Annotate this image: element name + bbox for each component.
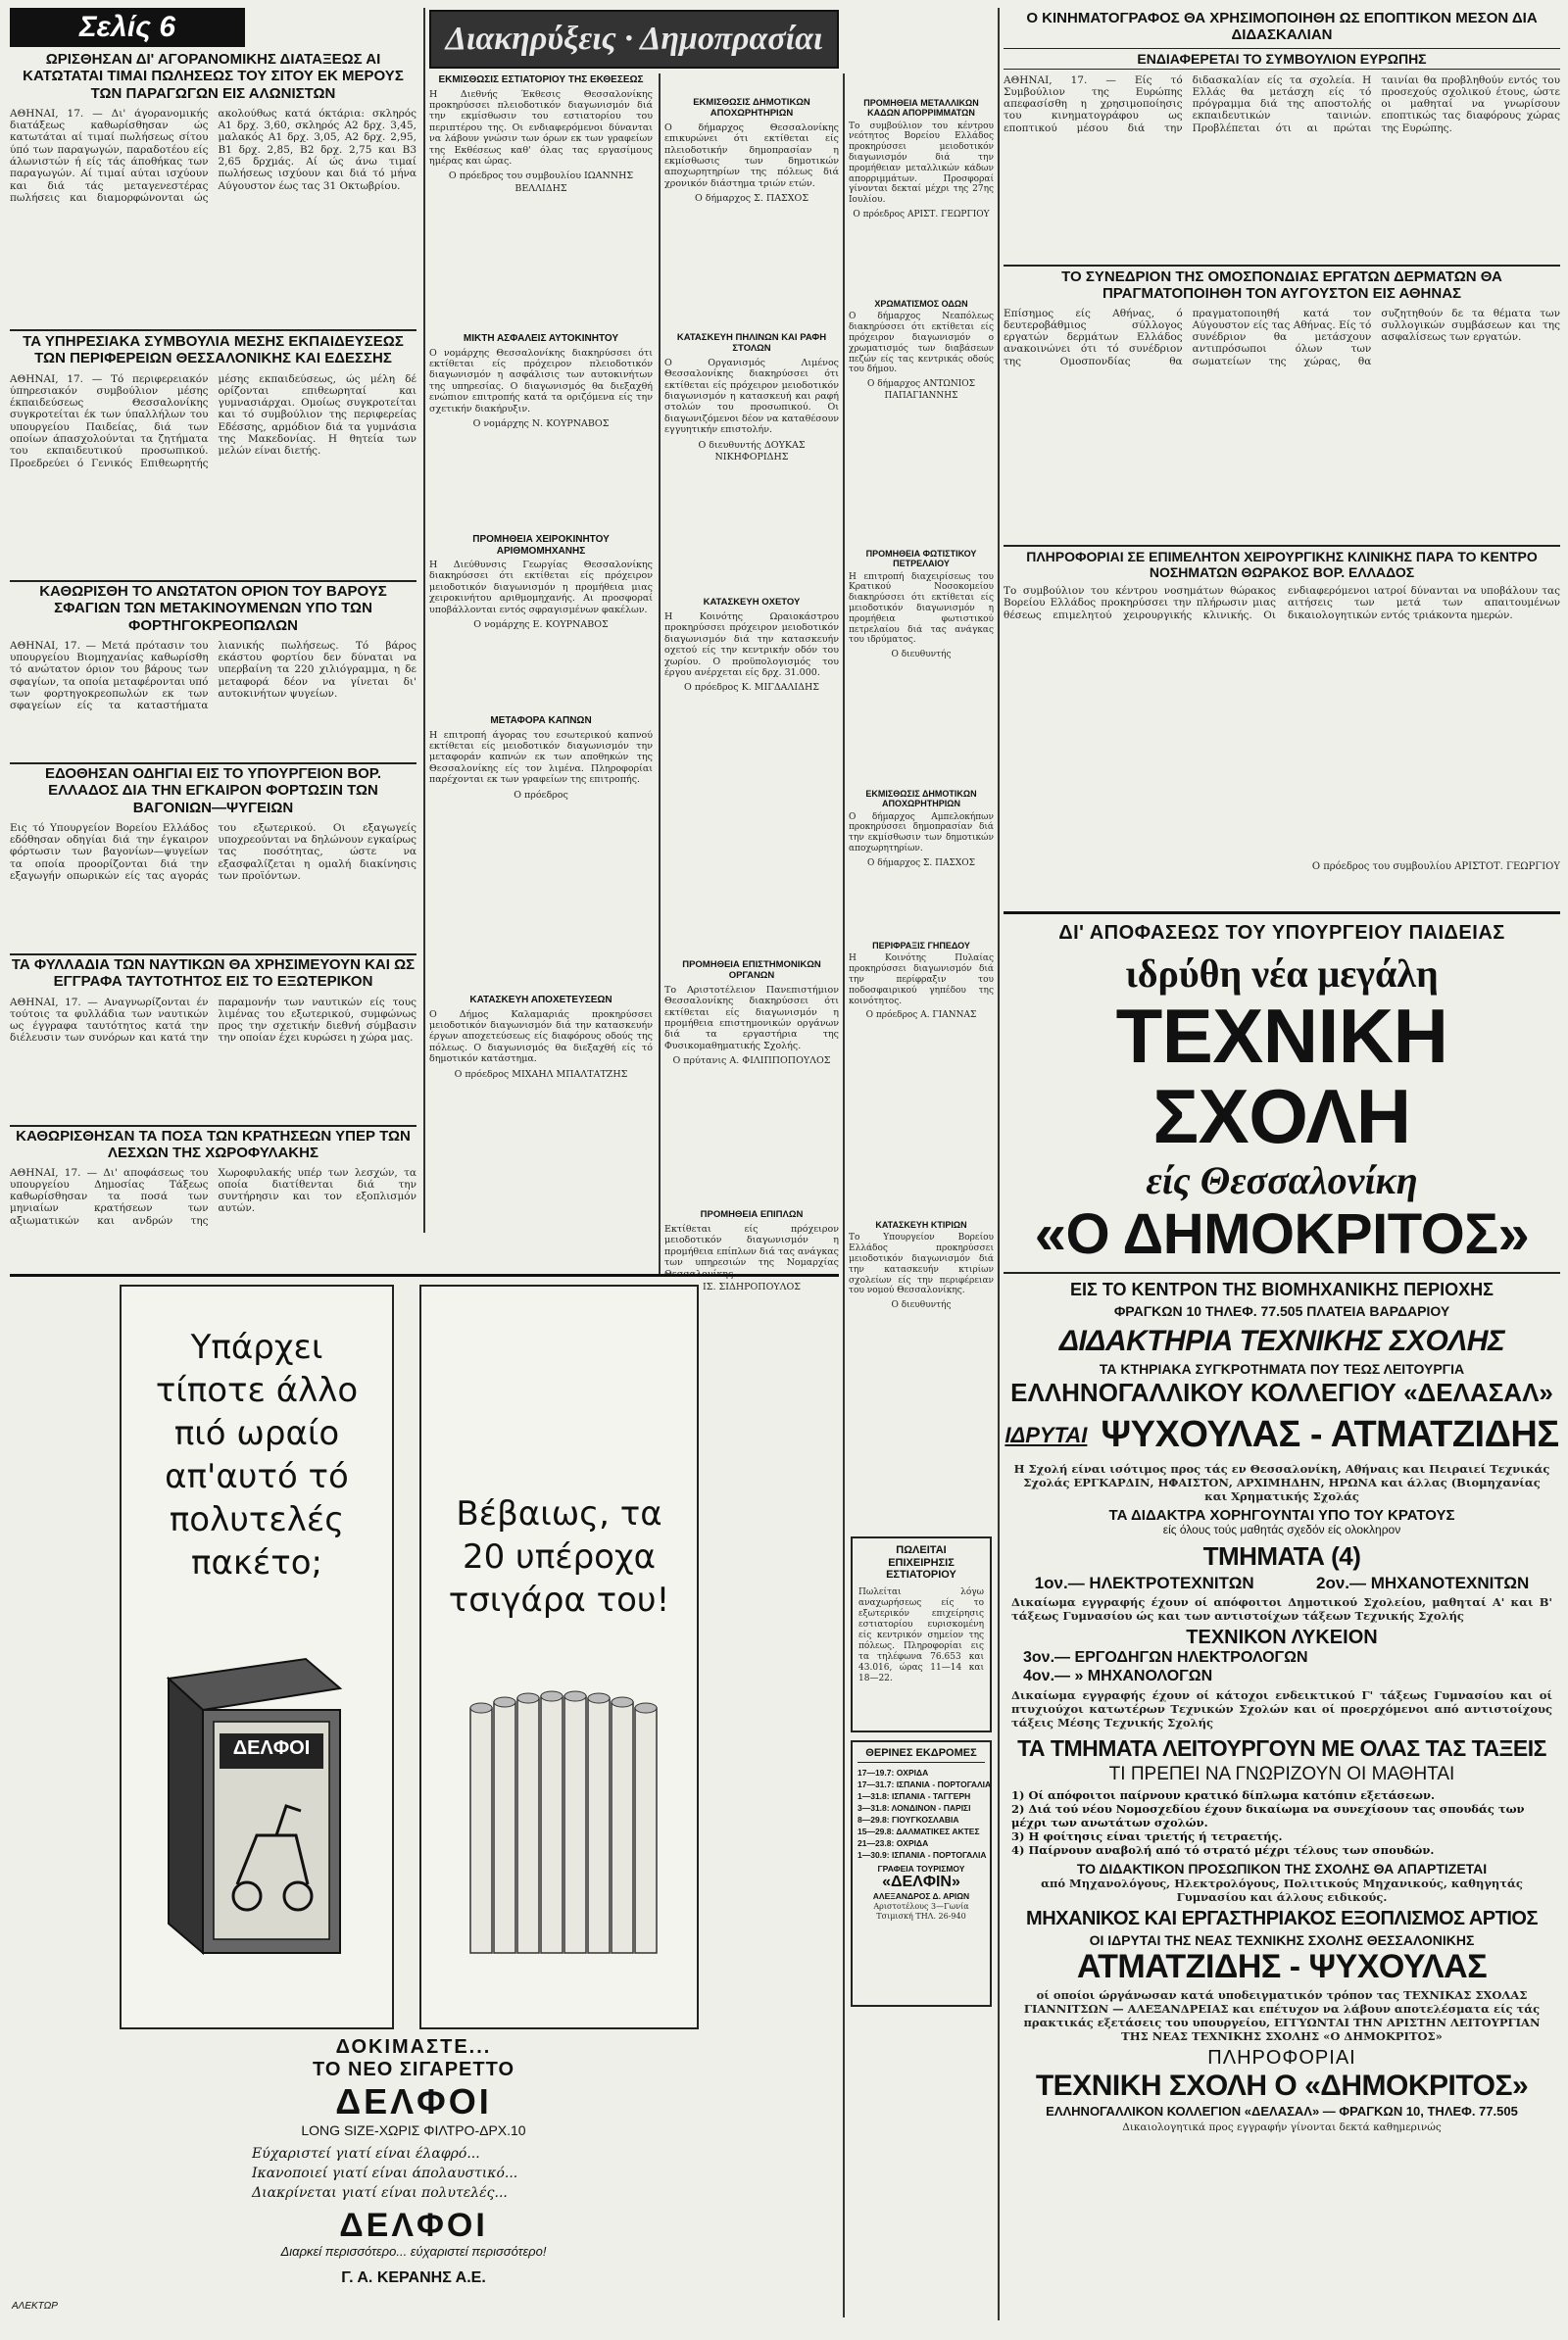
headline: Ο ΚΙΝΗΜΑΤΟΓΡΑΦΟΣ ΘΑ ΧΡΗΣΙΜΟΠΟΙΗΘΗ ΩΣ ΕΠΟΠΤΙΚΟΝ ΜΕΣΟΝ ΔΙΑ ΔΙΔΑΣΚΑΛΙΑΝ [1026,10,1538,44]
know-item: 2) Διά τού νέου Νομοσχεδίου έχουν δικαίωμα να συνεχίσουν τας σπουδάς των μέχρι των ανωτάτων σχολών. [1011,1802,1525,1830]
headline: ΜΙΚΤΗ ΑΣΦΑΛΕΙΣ ΑΥΤΟΚΙΝΗΤΟΥ [463,333,619,344]
article-body: ΑΘΗΝΑΙ, 17. — Δι' άγορανομικής διατάξεως καθωρίσθησαν ώς κατωτάται αί τιμαί πωλήσεως σίτου ύπό των παραγωγών, παραδοτέου είς άλωνιστών ή είς τάς άποθήκας των παραγωγών. Αί τιμαί αύται ισχύουν και διά τάς μεταγενεστέρας πωλήσεις και διαμορφώνονται ώς ακολούθως κατά όκτάρια: σκληρός Α1 δρχ. 3,60, σκληρός Α2 δρχ. 3,45, μαλακός Α1 δρχ. 3,05, Α2 δρχ. 2,95, Β1 δρχ. 2,85, Β2 δρχ. 2,75 και Β3 2,65 δρχμάς. Αί ώς άνω τιμαί πωλήσεως ισχύουν και διά τό μήνα Αύγουστον έως τας 31 Οκτωβρίου. [10,107,416,204]
divider [1004,545,1560,547]
notice-road-painting [849,299,994,544]
info-name: ΤΕΧΝΙΚΗ ΣΧΟΛΗ Ο «ΔΗΜΟΚΡΙΤΟΣ» [1035,2070,1529,2103]
know-list [1011,1788,1552,1857]
headline: ΤΟ ΣΥΝΕΔΡΙΟΝ ΤΗΣ ΟΜΟΣΠΟΝΔΙΑΣ ΕΡΓΑΤΩΝ ΔΕΡΜΑΤΩΝ ΘΑ ΠΡΑΓΜΑΤΟΠΟΙΗΘΗ ΤΟΝ ΑΥΓΟΥΣΤΟΝ ΕΙΣ ΑΘΗΝΑΣ [1061,268,1502,303]
pack-brand: ΔΕΛΦΟΙ [232,1737,311,1759]
article-sailor-booklets [10,956,416,1123]
notice-body: Ο δήμαρχος Νεαπόλεως διακηρύσσει ότι εκτίθεται είς πρόχειρον διαγωνισμόν ο χρωματισμός των διαβάσεων πεζών είς τας κεντρικάς οδούς του δήμου. [849,312,994,375]
notice-signature: Ο πρόεδρος του συμβουλίου ΙΩΑΝΝΗΣ ΒΕΛΛΙΔΗΣ [448,171,634,194]
article-body: ΑΘΗΝΑΙ, 17. — Αναγνωρίζονται έν τούτοις τα φυλλάδια των ναυτικών ως έγγραφα ταυτότητος κατά την διέλευσιν των συνόρων και κατά την παραμονήν των ναυτικών είς τους λιμένας του εξωτερικού, συμφώνως προς την σχετικήν διεθνή σύμβασιν την οποίαν έχει κυρώσει η χώρα μας. [10,996,416,1045]
notice-signature: ΙΣ. ΣΙΔΗΡΟΠΟΥΛΟΣ [702,1281,801,1292]
school-ad-name: «Ο ΔΗΜΟΚΡΙΤΟΣ» [1034,1201,1530,1266]
bundle-illustration [451,1679,676,1973]
column-rule [998,8,1000,2320]
ad-title: ΠΩΛΕΙΤΑΙ [896,1544,947,1556]
know-item: 1) Οί απόφοιτοι παίρνουν κρατικό δίπλωμα κατόπιν εξετάσεων. [1011,1788,1435,1803]
lyceum-title: ΤΕΧΝΙΚΟΝ ΛΥΚΕΙΟΝ [1186,1627,1378,1649]
headline: ΕΔΟΘΗΣΑΝ ΟΔΗΓΙΑΙ ΕΙΣ ΤΟ ΥΠΟΥΡΓΕΙΟΝ ΒΟΡ. ΕΛΛΑΔΟΣ ΔΙΑ ΤΗΝ ΕΓΚΑΙΡΟΝ ΦΟΡΤΩΣΙΝ ΤΩΝ ΒΑΓΟΝΙΩΝ—ΨΥΓΕΙΩΝ [44,765,382,816]
cig-bullet: Διακρίνεται γιατί είναι πολυτελές... [252,2185,508,2202]
cigarettes-bundle-icon [451,1679,676,1973]
article-surgical-clinic [1004,549,1560,902]
headline: ΧΡΩΜΑΤΙΣΜΟΣ ΟΔΩΝ [874,299,968,309]
notice-calculator [429,534,653,710]
section-2: 2ον.— ΜΗΧΑΝΟΤΕΧΝΙΤΩΝ [1315,1573,1530,1592]
school-ad-college: ΕΛΛΗΝΟΓΑΛΛΙΚΟΥ ΚΟΛΛΕΓΙΟΥ «ΔΕΛΑΣΑΛ» [1010,1377,1553,1407]
notice-tobacco-transport [429,715,653,990]
pack-illustration [149,1639,355,1963]
travel-address: Αριστοτέλους 3—Γωνία Τσιμισκή ΤΗΛ. 26-940 [873,1901,969,1921]
notice-furniture [664,1209,839,1292]
notice-field-fencing [849,941,994,1215]
school-ad-fees: ΤΑ ΔΙΔΑΚΤΡΑ ΧΟΡΗΓΟΥΝΤΑΙ ΥΠΟ ΤΟΥ ΚΡΑΤΟΥΣ [1108,1506,1455,1524]
notice-signature: Ο διευθυντής [891,1300,952,1311]
notice-signature: Ο πρόεδρος Α. ΓΙΑΝΝΑΣ [865,1010,977,1021]
founders-label: ΙΔΡΥΤΑΙ [1004,1422,1088,1447]
school-ad-desc: Η Σχολή είναι ισότιμος προς τάς εν Θεσσαλονίκη, Αθήναις και Πειραιεί Τεχνικάς Σχολάς ΕΡΓΚΑΡΔΙΝ, ΗΦΑΙΣΤΟΝ, ΑΡΧΙΜΗΔΗΝ, ΗΡΩΝΑ και άλλας (Βιομηχανίας και Χρηματικής Σχολάς [1013,1461,1550,1503]
divider [1004,1272,1560,1274]
cig-ad-left-panel [120,1285,394,2029]
excursion-item: 17—19.7: ΟΧΡΙΔΑ [858,1767,929,1778]
headline: ΚΑΤΑΣΚΕΥΗ ΠΗΛΙΝΩΝ ΚΑΙ ΡΑΦΗ ΣΤΟΛΩΝ [676,332,827,354]
notice-signature: Ο διευθυντής [891,650,952,660]
ad-title: ΘΕΡΙΝΕΣ ΕΚΔΡΟΜΕΣ [858,1747,985,1763]
notice-buildings [849,1220,994,1480]
article-refrigerated-wagons [10,765,416,951]
info-address: ΕΛΛΗΝΟΓΑΛΛΙΚΟΝ ΚΟΛΛΕΓΙΟΝ «ΔΕΛΑΣΑΛ» — ΦΡΑΓΚΩΝ 10, ΤΗΛΕΦ. 77.505 [1046,2104,1518,2120]
cig-bullet: Εύχαριστεί γιατί είναι έλαφρό... [252,2146,480,2163]
ad-body: Πωλείται λόγω αναχωρήσεως είς το εξωτερικόν επιχείρησις εστιατορίου ευρισκομένη είς κεντρικόν σημείον της πόλεως. Πληροφορίαι εις τα τηλέφωνα 76.653 και 43.016, ώρας 11—14 και 18—22. [858,1586,984,1683]
section-1: 1ον.— ΗΛΕΚΤΡΟΤΕΧΝΙΤΩΝ [1034,1573,1254,1592]
article-grain-prices [10,51,416,355]
travel-brand: «ΔΕΛΦΙΝ» [882,1874,960,1891]
founders2-label: ΟΙ ΙΔΡΥΤΑΙ ΤΗΣ ΝΕΑΣ ΤΕΧΝΙΚΗΣ ΣΧΟΛΗΣ ΘΕΣΣΑΛΟΝΙΚΗΣ [1089,1932,1475,1949]
cig-try: ΔΟΚΙΜΑΣΤΕ... [335,2036,492,2058]
article-body: Επίσημος είς Αθήνας, ό δευτεροβάθμιος σύλλογος εργατών δερμάτων Ελλάδος ανακοινώνει ότι τό συνέδριον της Ομοσπονδίας θα πραγματοποιηθή κατά τον Αύγουστον είς τας Αθήνας. Είς τό συνέδριον θα μετάσχουν αντιπρόσωποι όλων των σωματείων της χώρας, θα συζητηθούν δε τα θέματα των συλλογικών συμβάσεων και της ασφαλίσεως των εργατών. [1004,307,1560,367]
article-cinema-education [1004,10,1560,263]
info-label: ΠΛΗΡΟΦΟΡΙΑΙ [1207,2047,1356,2070]
headline: ΚΑΘΩΡΙΣΘΗΣΑΝ ΤΑ ΠΟΣΑ ΤΩΝ ΚΡΑΤΗΣΕΩΝ ΥΠΕΡ ΤΩΝ ΛΕΣΧΩΝ ΤΗΣ ΧΩΡΟΦΥΛΑΚΗΣ [16,1128,411,1162]
announcements-banner [429,10,839,69]
divider [10,762,416,764]
cig-bullets [252,2144,575,2203]
cig-spec: LONG SIZE-ΧΩΡΙΣ ΦΙΛΤΡΟ-ΔΡΧ.10 [301,2122,526,2138]
notice-expo-restaurant [429,74,653,329]
notice-body: Ο δήμαρχος Θεσσαλονίκης επικυρώνει ότι εκτίθεται είς πλειοδοτικήν δημοπρασίαν η εκμίσθωσις των δημοτικών αποχωρητηρίων της πόλεως διά χρονικόν διάστημα τριών ετών. [664,122,839,189]
notice-body: Εκτίθεται είς πρόχειρον μειοδοτικόν διαγωνισμόν η προμήθεια επίπλων διά τας ανάγκας των υπηρεσιών της Νομαρχίας Θεσσαλονίκης. [664,1223,839,1280]
excursion-list [858,1767,992,1861]
travel-owner: ΑΛΕΞΑΝΔΡΟΣ Δ. ΑΡΙΩΝ [872,1890,970,1901]
cig-ad-right-panel [419,1285,699,2029]
section-3: 3ον.— ΕΡΓΟΔΗΓΩΝ ΗΛΕΚΤΡΟΛΟΓΩΝ [1023,1649,1308,1667]
column-rule [843,73,845,2317]
ad-summer-excursions [851,1740,992,2007]
cig-ad-left-text: Υπάρχει τίποτε άλλο πιό ωραίο απ'αυτό τό πολυτελές πακέτο; [155,1328,359,1583]
headline: ΠΡΟΜΗΘΕΙΑ ΧΕΙΡΟΚΙΝΗΤΟΥ ΑΡΙΘΜΟΜΗΧΑΝΗΣ [472,534,610,557]
page-number-text: Σελίς 6 [78,11,176,43]
divider [10,953,416,955]
divider [10,1125,416,1127]
notice-body: Το Αριστοτέλειον Πανεπιστήμιον Θεσσαλονίκης διακηρύσσει ότι εκτίθεται είς διαγωνισμόν η προμήθεια επιστημονικών οργάνων διά τα εργαστήρια της Φυσικομαθηματικής Σχολής. [664,984,839,1051]
notice-car-insurance [429,333,653,529]
notice-culvert [664,598,839,951]
notice-signature: Ο πρόεδρος Κ. ΜΙΓΔΑΛΙΔΗΣ [683,682,820,694]
school-ad-address: ΦΡΑΓΚΩΝ 10 ΤΗΛΕΦ. 77.505 ΠΛΑΤΕΙΑ ΒΑΡΔΑΡΙΟΥ [1113,1303,1450,1320]
school-ad-line1: ΔΙ' ΑΠΟΦΑΣΕΩΣ ΤΟΥ ΥΠΟΥΡΓΕΙΟΥ ΠΑΙΔΕΙΑΣ [1058,922,1505,944]
banner-text: Διακηρύξεις · Δημοπρασίαι [445,21,823,57]
ad-title: ΕΣΤΙΑΤΟΡΙΟΥ [886,1569,956,1582]
footer-signature: ΑΛΕΚΤΩΡ [12,2301,58,2312]
article-body: Εις τό Υπουργείον Βορείου Ελλάδος εδόθησαν οδηγίαι διά την έγκαιρον φόρτωσιν των βαγονίων—ψυγείων τα οποία προορίζονται διά την εξαγωγήν οπωρικών είς τας αγοράς του εξωτερικού. Οι εξαγωγείς υποχρεούνται να δηλώνουν εγκαίρως τας ποσότητας, ώστε να εξασφαλίζεται η ομαλή διακίνησις των προϊόντων. [10,821,416,882]
school-ad-buildings: ΔΙΔΑΚΤΗΡΙΑ ΤΕΧΝΙΚΗΣ ΣΧΟΛΗΣ [1058,1325,1505,1358]
headline: ΤΑ ΦΥΛΛΑΔΙΑ ΤΩΝ ΝΑΥΤΙΚΩΝ ΘΑ ΧΡΗΣΙΜΕΥΟΥΝ ΚΑΙ ΩΣ ΕΓΓΡΑΦΑ ΤΑΥΤΟΤΗΤΟΣ ΕΙΣ ΤΟ ΕΞΩΤΕΡΙΚΟΝ [11,956,416,991]
headline: ΕΚΜΙΣΘΩΣΙΣ ΔΗΜΟΤΙΚΩΝ ΑΠΟΧΩΡΗΤΗΡΙΩΝ [693,97,810,119]
staff-title: ΤΟ ΔΙΔΑΚΤΙΚΟΝ ΠΡΟΣΩΠΙΚΟΝ ΤΗΣ ΣΧΟΛΗΣ ΘΑ ΑΠΑΡΤΙΖΕΤΑΙ [1076,1861,1488,1877]
notice-signature: Ο δήμαρχος Σ. ΠΑΣΧΟΣ [694,193,809,205]
article-body: ΑΘΗΝΑΙ, 17. — Είς τό Συμβούλιον της Ευρώπης απεφασίσθη η χρησιμοποίησις του κινηματογράφου ως εποπτικού μέσου διά την διδασκαλίαν είς τα σχολεία. Η Ελλάς θα μετάσχη είς τό πρόγραμμα διά της αποστολής εκπαιδευτικών ταινιών. Προβλέπεται ότι αι πρώται ταινίαι θα προβληθούν εντός του προσεχούς σχολικού έτους, ώστε οι μαθηταί να γνωρίσουν εποπτικώς τας διαφόρους χώρας της Ευρώπης. [1004,73,1560,134]
section-4: 4ον.— » ΜΗΧΑΝΟΛΟΓΩΝ [1023,1667,1213,1684]
know-item: 4) Παίρνουν αναβολή από τό στρατό μέχρι τέλους των σπουδών. [1011,1843,1435,1858]
know-title: ΤΙ ΠΡΕΠΕΙ ΝΑ ΓΝΩΡΙΖΟΥΝ ΟΙ ΜΑΘΗΤΑΙ [1108,1764,1455,1785]
article-signature: Ο πρόεδρος του συμβουλίου ΑΡΙΣΤΟΤ. ΓΕΩΡΓΙΟΥ [1311,861,1560,873]
school-ad-buildings-note: ΤΑ ΚΤΗΡΙΑΚΑ ΣΥΓΚΡΟΤΗΜΑΤΑ ΠΟΥ ΤΕΩΣ ΛΕΙΤΟΥΡΓΙΑ [1099,1360,1465,1377]
divider [10,329,416,331]
headline: ΤΑ ΥΠΗΡΕΣΙΑΚΑ ΣΥΜΒΟΥΛΙΑ ΜΕΣΗΣ ΕΚΠΑΙΔΕΥΣΕΩΣ ΤΩΝ ΠΕΡΙΦΕΡΕΙΩΝ ΘΕΣΣΑΛΟΝΙΚΗΣ ΚΑΙ ΕΔΕΣΣΗΣ [23,333,404,367]
excursion-item: 15—29.8: ΔΑΛΜΑΤΙΚΕΣ ΑΚΤΕΣ [858,1826,980,1836]
headline: ΠΡΟΜΗΘΕΙΑ ΦΩΤΙΣΤΙΚΟΥ ΠΕΤΡΕΛΑΙΟΥ [865,549,977,569]
excursion-item: 1—31.8: ΙΣΠΑΝΙΑ - ΤΑΓΓΕΡΗ [858,1790,971,1801]
notice-signature: Ο πρύτανις Α. ΦΙΛΙΠΠΟΠΟΥΛΟΣ [672,1055,831,1067]
excursion-item: 1—30.9: ΙΣΠΑΝΙΑ - ΠΟΡΤΟΓΑΛΙΑ [858,1849,987,1860]
notice-signature: Ο νομάρχης Ν. ΚΟΥΡΝΑΒΟΣ [472,417,610,429]
article-body: Το συμβούλιον του κέντρου νοσημάτων θώρακος Βορείου Ελλάδος προκηρύσσει την πλήρωσιν μιας θέσεως επιμελητού χειρουργικής κλινικής. Οι ενδιαφερόμενοι ιατροί δύνανται να υποβάλουν τας αιτήσεις των μετά των απαιτουμένων δικαιολογητικών εντός τριάκοντα ημερών. [1004,585,1560,621]
school-ad-fees-note: είς όλους τούς μαθητάς σχεδόν είς ολοκληρον [1162,1523,1401,1537]
cig-brand-2: ΔΕΛΦΟΙ [339,2207,488,2245]
article-body: ΑΘΗΝΑΙ, 17. — Τό περιφερειακόν ύπηρεσιακόν συμβούλιον μέσης έκπαιδεύσεως Θεσσαλονίκης συγκροτείται έκ των ύπαλλήλων του υπουργείου Παιδείας, διά των οποίων άπασχολούνται τα ζητήματα του εκπαιδευτικού προσωπικού. Προεδρεύει ό Γενικός Επιθεωρητής μέσης εκπαιδεύσεως, ώς μέλη δέ ορίζονται επιθεωρηταί και γυμνασιάρχαι. Ομοίως συγκροτείται και τό συμβούλιον της περιφερείας Εδέσσης, αρμόδιον διά τα γυμνάσια της Μακεδονίας. Η θητεία των μελών είναι διετής. [10,372,416,469]
article-body: ΑΘΗΝΑΙ, 17. — Δι' αποφάσεως του υπουργείου Δημοσίας Τάξεως καθωρίσθησαν τα ποσά των μηνιαίων κρατήσεων των αξιωματικών και ανδρών της Χωροφυλακής υπέρ των λεσχών, τα οποία διατίθενται διά την συντήρησιν και τον εξοπλισμόν αυτών. [10,1166,416,1227]
notice-signature: Ο πρόεδρος [514,789,568,801]
school-ad-title: ΤΕΧΝΙΚΗ ΣΧΟΛΗ [1115,993,1448,1159]
office-label: ΓΡΑΦΕΙΑ ΤΟΥΡΙΣΜΟΥ [877,1863,965,1874]
cig-ad-right-text: Βέβαιως, τα 20 υπέροχα τσιγάρα του! [448,1494,670,1620]
notice-body: Ο νομάρχης Θεσσαλονίκης διακηρύσσει ότι εκτίθεται είς πρόχειρον πλειοδοτικόν διαγωνισμόν η ασφάλισις των αυτοκινήτων της υπηρεσίας. Ο διαγωνισμός θα διεξαχθή ενώπιον επιτροπής κατά τα οριζόμενα είς την σχετικήν διακήρυξιν. [429,347,653,414]
excursion-item: 3—31.8: ΛΟΝΔΙΝΟΝ - ΠΑΡΙΣΙ [858,1802,971,1813]
notice-signature: Ο δήμαρχος Σ. ΠΑΣΧΟΣ [867,857,975,868]
notice-body: Η επιτροπή διαχειρίσεως του Κρατικού Νοσοκομείου διακηρύσσει ότι εκτίθεται είς μειοδοτικόν διαγωνισμόν η προμήθεια φωτιστικού πετρελαίου διά τας ανάγκας του ιδρύματος. [849,571,994,646]
founders2-desc: οί οποίοι ώργάνωσαν κατά υποδειγματικόν τρόπον τας ΤΕΧΝΙΚΑΣ ΣΧΟΛΑΣ ΓΙΑΝΝΙΤΣΩΝ — ΑΛΕΞΑΝΔΡΕΙΑΣ και επέτυχον να λάβουν αποτελέσματα είς τάς πρακτικάς εξετάσεις του υπουργείου, ΕΓΓΥΩΝΤΑΙ ΤΗΝ ΑΡΙΣΤΗΝ ΛΕΙΤΟΥΡΓΙΑΝ ΤΗΣ ΝΕΑΣ ΤΕΧΝΙΚΗΣ ΣΧΟΛΗΣ «Ο ΔΗΜΟΚΡΙΤΟΣ» [1023,1988,1541,2044]
cig-brand: ΔΕΛΦΟΙ [335,2081,492,2121]
excursion-item: 17—31.7: ΙΣΠΑΝΙΑ - ΠΟΡΤΟΓΑΛΙΑ [858,1779,992,1789]
ad-title: ΕΠΙΧΕΙΡΗΣΙΣ [888,1556,955,1569]
headline: ΜΕΤΑΦΟΡΑ ΚΑΠΝΩΝ [490,715,592,726]
notice-waste-bins [849,98,994,294]
article-gendarmerie-clubs [10,1128,416,1231]
sections-row [1004,1574,1560,1593]
headline: ΠΡΟΜΗΘΕΙΑ ΕΠΙΣΤΗΜΟΝΙΚΩΝ ΟΡΓΑΝΩΝ [682,959,821,981]
notice-signature: Ο δήμαρχος ΑΝΤΩΝΙΟΣ ΠΑΠΑΓΙΑΝΝΗΣ [866,379,976,402]
founders-names: ΨΥΧΟΥΛΑΣ - ΑΤΜΑΤΖΙΔΗΣ [1101,1413,1559,1455]
headline: ΚΑΤΑΣΚΕΥΗ ΚΤΙΡΙΩΝ [875,1220,967,1230]
headline: ΕΚΜΙΣΘΩΣΙΣ ΕΣΤΙΑΤΟΡΙΟΥ ΤΗΣ ΕΚΘΕΣΕΩΣ [438,74,644,85]
headline: ΚΑΤΑΣΚΕΥΗ ΑΠΟΧΕΤΕΥΣΕΩΝ [469,995,612,1005]
excursion-item: 8—29.8: ΓΙΟΥΓΚΟΣΛΑΒΙΑ [858,1814,959,1825]
article-education-councils [10,333,416,578]
article-leather-workers [1004,268,1560,543]
notice-body: Ο Οργανισμός Λιμένος Θεσσαλονίκης διακηρύσσει ότι εκτίθεται είς πρόχειρον μειοδοτικόν διαγωνισμόν η κατασκευή και ραφή στολών του προσωπικού. Οι διαγωνιζόμενοι δέον να καταθέσουν εγγυητικήν επιστολήν. [664,357,839,436]
notice-body: Ο Δήμος Καλαμαριάς προκηρύσσει μειοδοτικόν διαγωνισμόν διά την κατασκευήν έργων αποχετεύσεως είς διαφόρους οδούς της πόλεως. Ο διαγωνισμός θα διεξαχθή είς τό δημοτικόν κατάστημα. [429,1008,653,1065]
ad-delfoi-cigarettes [10,1274,839,2327]
notice-signature: Ο διευθυντής ΔΟΥΚΑΣ ΝΙΚΗΦΟΡΙΔΗΣ [698,439,806,463]
notice-signature: Ο πρόεδρος ΜΙΧΑΗΛ ΜΠΑΛΤΑΤΖΗΣ [454,1068,628,1080]
classes-title: ΤΑ ΤΜΗΜΑΤΑ ΛΕΙΤΟΥΡΓΟΥΝ ΜΕ ΟΛΑΣ ΤΑΣ ΤΑΞΕΙΣ [1017,1735,1546,1762]
headline: ΠΛΗΡΟΦΟΡΙΑΙ ΣΕ ΕΠΙΜΕΛΗΤΟΝ ΧΕΙΡΟΥΡΓΙΚΗΣ ΚΛΙΝΙΚΗΣ ΠΑΡΑ ΤΟ ΚΕΝΤΡΟ ΝΟΣΗΜΑΤΩΝ ΘΩΡΑΚΟΣ ΒΟΡ. ΕΛΛΑΔΟΣ [1026,549,1538,581]
article-meat-weight [10,583,416,759]
notice-municipal-toilets [664,98,839,323]
sections-note: Δικαίωμα εγγραφής έχουν οί απόφοιτοι Δημοτικού Σχολείου, μαθηταί Α' και Β' τάξεως Γυμνασίου ώς και των αντιστοίχων τάξεων Τεχνικής Σχολής [1011,1595,1552,1624]
cig-new: ΤΟ ΝΕΟ ΣΙΓΑΡΕΤΤΟ [312,2059,515,2080]
headline: ΚΑΤΑΣΚΕΥΗ ΟΧΕΤΟΥ [703,597,801,608]
column-rule [659,73,661,1274]
notice-scientific-instruments [664,960,839,1205]
column-rule [423,8,425,1233]
lyceum-note: Δικαίωμα εγγραφής έχουν οί κάτοχοι ενδεικτικού Γ' τάξεως Γυμνασίου και οί πτυχιούχοι κατωτέρων Τεχνικών Σχολών και οί προερχόμενοι από αντιστοίχους τάξεις Μέσης Τεχνικής Σχολής [1011,1688,1552,1731]
notice-body: Η επιτροπή άγορας του εσωτερικού καπνού εκτίθεται είς μειοδοτικόν διαγωνισμόν την μεταφοράν καπνών εκ των αποθηκών της Θεσσαλονίκης είς τον λιμένα. Πληροφορίαι παρέχονται εκ των γραφείων της επιτροπής. [429,729,653,786]
notice-body: Η Διεθνής Έκθεσις Θεσσαλονίκης προκηρύσσει πλειοδοτικόν διαγωνισμόν διά την εκμίσθωσιν του εστιατορίου του περιπτέρου της. Οι ενδιαφερόμενοι δύνανται να λάβουν γνώσιν των όρων εκ των γραφείων της Εκθέσεως καθ' όλας τας εργασίμους ημέρας και ώρας. [429,88,653,167]
headline: ΠΕΡΙΦΡΑΞΙΣ ΓΗΠΕΔΟΥ [872,941,970,951]
divider [1004,265,1560,267]
cig-tagline: Διαρκεί περισσότερο... εύχαριστεί περισσότερο! [280,2244,547,2260]
notice-kerosene [849,549,994,784]
notice-body: Το συμβούλιον του κέντρου νεότητος Βορείου Ελλάδος προκηρύσσει μειοδοτικόν διαγωνισμόν διά την προμήθειαν μεταλλικών κάδων απορριμμάτων. Προσφοραί γίνονται δεκταί μέχρι της 27ης Ιουλίου. [849,121,994,206]
notice-uniforms [664,333,839,588]
sections-title: ΤΜΗΜΑΤΑ (4) [1202,1540,1361,1571]
ad-restaurant-for-sale [851,1536,992,1732]
divider [10,580,416,582]
notice-body: Η Διεύθυνσις Γεωργίας Θεσσαλονίκης διακηρύσσει ότι εκτίθεται είς πρόχειρον μειοδοτικόν διαγωνισμόν η προμήθεια μιας χειροκινήτου αριθμομηχανής. Αι προσφοραί υποβάλλονται εντός σφραγισμένων φακέλων. [429,560,653,615]
notice-signature: Ο πρόεδρος ΑΡΙΣΤ. ΓΕΩΡΓΙΟΥ [853,210,990,220]
cig-company: Γ. Α. ΚΕΡΑΝΗΣ Α.Ε. [341,2269,486,2287]
page-number-badge [10,8,245,47]
headline: ΕΚΜΙΣΘΩΣΙΣ ΔΗΜΟΤΙΚΩΝ ΑΠΟΧΩΡΗΤΗΡΙΩΝ [865,789,977,809]
cig-bullet: Ικανοποιεί γιατί είναι άπολαυστικό... [252,2166,518,2182]
notice-drainage [429,995,653,1220]
notice-body: Η Κοινότης Πυλαίας προκηρύσσει διαγωνισμόν διά την περίφραξιν του ποδοσφαιρικού γηπέδου της κοινότητος. [849,953,994,1006]
cig-ad-bottom [120,2036,708,2320]
info-note: Δικαιολογητικά προς εγγραφήν γίνονται δεκτά καθημερινώς [1122,2121,1442,2134]
notice-body: Το Υπουργείον Βορείου Ελλάδος προκηρύσσει μειοδοτικόν διαγωνισμόν διά την κατασκευήν κτιρίων σχολείων είς την περιφέρειαν του νομού Θεσσαλονίκης. [849,1233,994,1296]
headline: ΠΡΟΜΗΘΕΙΑ ΕΠΙΠΛΩΝ [700,1209,804,1220]
cigarette-pack-icon [149,1639,355,1963]
notice-body: Η Κοινότης Ωραιοκάστρου προκηρύσσει πρόχειρον μειοδοτικόν διαγωνισμόν διά την κατασκευήν οχετού είς την κεντρικήν οδόν του χωρίου. Ο προϋπολογισμός του έργου ανέρχεται είς δρχ. 31.000. [664,610,839,678]
school-ad-line2: ιδρύθη νέα μεγάλη [1125,951,1439,996]
school-ad-area: ΕΙΣ ΤΟ ΚΕΝΤΡΟΝ ΤΗΣ ΒΙΟΜΗΧΑΝΙΚΗΣ ΠΕΡΙΟΧΗΣ [1070,1279,1494,1299]
article-body: ΑΘΗΝΑΙ, 17. — Μετά πρότασιν του υπουργείου Βιομηχανίας καθωρίσθη τό ανώτατον όριον του βάρους των σφαγίων, τα οποία μεταφέρονται υπό των φορτηγοκρεοπωλών εκ των σφαγείων είς τα καταστήματα λιανικής πωλήσεως. Τό βάρος εκάστου φορτίου δεν δύναται να υπερβαίνη τα 220 χιλιόγραμμα, η δε μεταφορά δέον να γίνεται δι' αυτοκινήτων ψυγείων. [10,639,416,712]
notice-signature: Ο νομάρχης Ε. ΚΟΥΡΝΑΒΟΣ [473,619,609,631]
headline: ΩΡΙΣΘΗΣΑΝ ΔΙ' ΑΓΟΡΑΝΟΜΙΚΗΣ ΔΙΑΤΑΞΕΩΣ ΑΙ ΚΑΤΩΤΑΤΑΙ ΤΙΜΑΙ ΠΩΛΗΣΕΩΣ ΤΟΥ ΣΙΤΟΥ ΕΚ ΜΕΡΟΥΣ ΤΩΝ ΠΑΡΑΓΩΓΩΝ ΕΙΣ ΑΛΩΝΙΣΤΩΝ [23,51,404,102]
founders-row [1004,1414,1560,1456]
headline: ΚΑΘΩΡΙΣΘΗ ΤΟ ΑΝΩΤΑΤΟΝ ΟΡΙΟΝ ΤΟΥ ΒΑΡΟΥΣ ΣΦΑΓΙΩΝ ΤΩΝ ΜΕΤΑΚΙΝΟΥΜΕΝΩΝ ΥΠΟ ΤΩΝ ΦΟΡΤΗΓΟΚΡΕΟΠΩΛΩΝ [39,583,387,634]
notice-body: Ο δήμαρχος Αμπελοκήπων προκηρύσσει δημοπρασίαν διά την εκμίσθωσιν των δημοτικών αποχωρητηρίων. [849,811,994,854]
notice-municipal-toilets-2 [849,789,994,936]
headline: ΠΡΟΜΗΘΕΙΑ ΜΕΤΑΛΛΙΚΩΝ ΚΑΔΩΝ ΑΠΟΡΡΙΜΜΑΤΩΝ [863,98,979,119]
equipment-title: ΜΗΧΑΝΙΚΟΣ ΚΑΙ ΕΡΓΑΣΤΗΡΙΑΚΟΣ ΕΞΟΠΛΙΣΜΟΣ ΑΡΤΙΟΣ [1026,1908,1538,1930]
subheadline: ΕΝΔΙΑΦΕΡΕΤΑΙ ΤΟ ΣΥΜΒΟΥΛΙΟΝ ΕΥΡΩΠΗΣ [1004,48,1560,70]
founders2-names: ΑΤΜΑΤΖΙΔΗΣ - ΨΥΧΟΥΛΑΣ [1076,1948,1488,1986]
staff-body: από Μηχανολόγους, Ηλεκτρολόγους, Πολιτικούς Μηχανικούς, καθηγητάς Γυμνασίου και άλλους ειδικούς. [1041,1877,1523,1905]
ad-technical-school [1004,911,1560,2322]
excursion-item: 21—23.8: ΟΧΡΙΔΑ [858,1837,929,1848]
know-item: 3) Η φοίτησις είναι τριετής ή τετραετής. [1011,1829,1283,1844]
school-ad-city: είς Θεσσαλονίκη [1146,1157,1418,1202]
